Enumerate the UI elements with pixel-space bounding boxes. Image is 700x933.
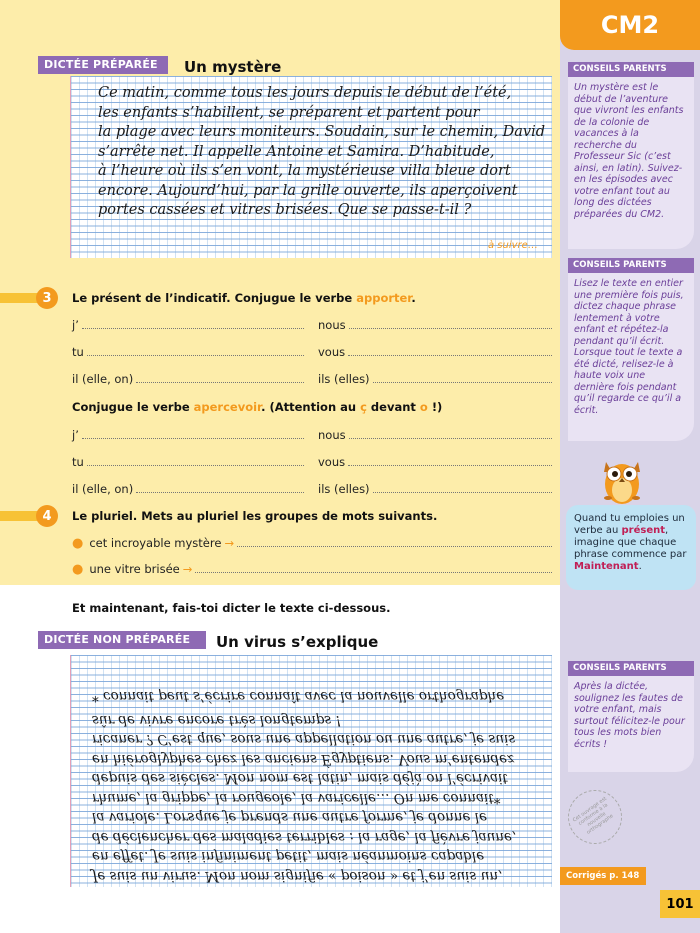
dictee-non-preparee-title: Un virus s’explique: [216, 633, 379, 651]
conseils-parents-text-3: Après la dictée, soulignez les fautes de votre enfant, mais surtout félicitez-le pour tous les mots bien écrits !: [568, 676, 694, 772]
conseils-parents-text-2: Lisez le texte en entier une première fois puis, dictez chaque phrase lentement à votre enfant et répétez-la pendant qu’il écrit. Lorsque tout le texte a été dicté, relisez-le à haute voix une dernière fois pendant qu’il regarde ce qu’il a écrit.: [568, 273, 694, 441]
conj-apercevoir-tu[interactable]: [72, 455, 304, 469]
plural-item-text: cet incroyable mystère: [89, 536, 222, 550]
tip-text-2: , imagine que chaque phrase commence par: [574, 525, 687, 560]
dictee-line: encore. Aujourd’hui, par la grille ouverte, ils aperçoivent: [98, 182, 518, 199]
dictee2-line: Je suis un virus. Mon nom signifie « poison » et j’en suis un,: [92, 868, 503, 884]
bullet-icon: ●: [72, 562, 84, 577]
owl-mascot-icon: [592, 448, 652, 508]
conj-apporter-tu[interactable]: [72, 345, 304, 359]
conseils-parents-header-2: CONSEILS PARENTS: [568, 258, 694, 273]
pronoun: j’: [72, 428, 79, 442]
conseils-parents-header-3: CONSEILS PARENTS: [568, 661, 694, 676]
corriges-link: Corrigés p. 148: [560, 867, 646, 885]
letter-o: o: [419, 400, 428, 414]
exercise-3-circle: 3: [36, 287, 58, 309]
instr-text: Conjugue le verbe: [72, 400, 194, 414]
exercise-4-instruction: Le pluriel. Mets au pluriel les groupes de mots suivants.: [72, 509, 438, 523]
plural-item-2[interactable]: [72, 562, 552, 577]
dictee-preparee-label: DICTÉE PRÉPARÉE: [38, 56, 168, 74]
conj-apercevoir-ils[interactable]: [318, 482, 552, 496]
dictee-preparee-text: [98, 84, 548, 221]
plural-item-1[interactable]: [72, 536, 552, 551]
dictee2-line: en effet. Je suis infiniment petit, mais néanmoins capable: [92, 848, 485, 865]
letter-c-cedilla: ç: [360, 400, 367, 414]
pronoun: vous: [318, 455, 346, 469]
page-number: 101: [660, 890, 700, 918]
conj-apercevoir-nous[interactable]: [318, 428, 552, 442]
exercise-3-instruction-2: [72, 400, 442, 414]
conj-apercevoir-il[interactable]: [72, 482, 304, 496]
dictee-line: Ce matin, comme tous les jours depuis le début de l’été,: [98, 85, 512, 101]
dictee-line: à l’heure où ils s’en vont, la mystérieuse villa bleue dort: [98, 163, 511, 179]
pronoun: il (elle, on): [72, 482, 134, 496]
dictee2-line: sûr de vivre encore très longtemps !: [92, 712, 342, 728]
dictee-line: les enfants s’habillent, se préparent et partent pour: [98, 104, 480, 121]
conj-apporter-nous[interactable]: [318, 318, 552, 332]
pronoun: vous: [318, 345, 346, 359]
pronoun: tu: [72, 345, 84, 359]
exercise-3-instruction: [72, 291, 416, 305]
dictee2-line: la variole. Lorsque je prends une autre forme, je donne le: [92, 809, 488, 826]
dictee2-line: de déclencher des maladies terribles : la rage, la fièvre jaune,: [92, 829, 517, 845]
tip-text-3: .: [638, 561, 642, 572]
orthographe-stamp: Cet ouvrage est conforme à la nouvelle orthographe: [557, 779, 632, 854]
instr-text: . (Attention au: [261, 400, 361, 414]
tip-box: [566, 505, 696, 590]
verb-apporter: apporter: [356, 291, 412, 305]
dictee-line: la plage avec leurs moniteurs. Soudain, sur le chemin, David: [98, 124, 546, 140]
verb-apercevoir: apercevoir: [193, 400, 262, 414]
arrow-right-icon: →: [224, 536, 235, 550]
pronoun: j’: [72, 318, 79, 332]
a-suivre: à suivre…: [488, 240, 538, 251]
conseils-parents-header-1: CONSEILS PARENTS: [568, 62, 694, 77]
dictee-line: portes cassées et vitres brisées. Que se passe-t-il ?: [98, 202, 472, 218]
dictee2-line: rhume, la grippe, la rougeole, la varicelle… On me connait*: [92, 790, 501, 806]
exercise-4-number: [0, 505, 66, 527]
plural-item-text: une vitre brisée: [89, 562, 180, 576]
instr-text: !): [427, 400, 443, 414]
conj-apporter-ils[interactable]: [318, 372, 552, 386]
dictee2-footnote: * connait peut s’écrire connaît avec la nouvelle orthographe: [92, 688, 505, 705]
pronoun: il (elle, on): [72, 372, 134, 386]
conj-apporter-il[interactable]: [72, 372, 304, 386]
level-tab: CM2: [560, 0, 700, 50]
dictee-line: s’arrête net. Il appelle Antoine et Samira. D’habitude,: [98, 143, 495, 160]
instr-text: .: [411, 291, 416, 305]
pronoun: ils (elles): [318, 482, 370, 496]
exercise-4-circle: 4: [36, 505, 58, 527]
et-maintenant-instruction: Et maintenant, fais-toi dicter le texte ci-dessous.: [72, 601, 391, 615]
conj-apporter-vous[interactable]: [318, 345, 552, 359]
dictee-preparee-title: Un mystère: [184, 58, 282, 76]
conseils-parents-text-1: Un mystère est le début de l’aventure que vivront les enfants de la colonie de vacances à la recherche du Professeur Sic (c’est ainsi, en latin). Suivez-en les épisodes avec votre enfant tout au long des dictées préparées du CM2.: [568, 77, 694, 249]
conj-apporter-je[interactable]: [72, 318, 304, 332]
instr-text: Le présent de l’indicatif. Conjugue le verbe: [72, 291, 357, 305]
dictee-non-preparee-text-upside-down: [92, 660, 546, 885]
instr-text: devant: [366, 400, 420, 414]
conj-apercevoir-je[interactable]: [72, 428, 304, 442]
pronoun: nous: [318, 428, 346, 442]
arrow-right-icon: →: [182, 562, 193, 576]
pronoun: nous: [318, 318, 346, 332]
dictee2-line: depuis des siècles. Mon nom est latin, mais déjà on l’écrivait: [92, 770, 508, 787]
tip-text-1: Quand tu emploies un verbe au: [574, 513, 685, 536]
conj-apercevoir-vous[interactable]: [318, 455, 552, 469]
dictee-non-preparee-label: DICTÉE NON PRÉPARÉE: [38, 631, 206, 649]
exercise-3-number: [0, 287, 66, 309]
tip-highlight-present: présent: [621, 525, 666, 536]
bullet-icon: ●: [72, 536, 84, 551]
tip-highlight-maintenant: Maintenant: [574, 561, 639, 572]
pronoun: ils (elles): [318, 372, 370, 386]
dictee2-line: ricaner ? C’est que, sous une appellation ou une autre, je suis: [92, 731, 516, 748]
dictee2-line: en hiéroglyphes chez les anciens Égyptiens. Vous m’entendez: [92, 751, 515, 767]
pronoun: tu: [72, 455, 84, 469]
